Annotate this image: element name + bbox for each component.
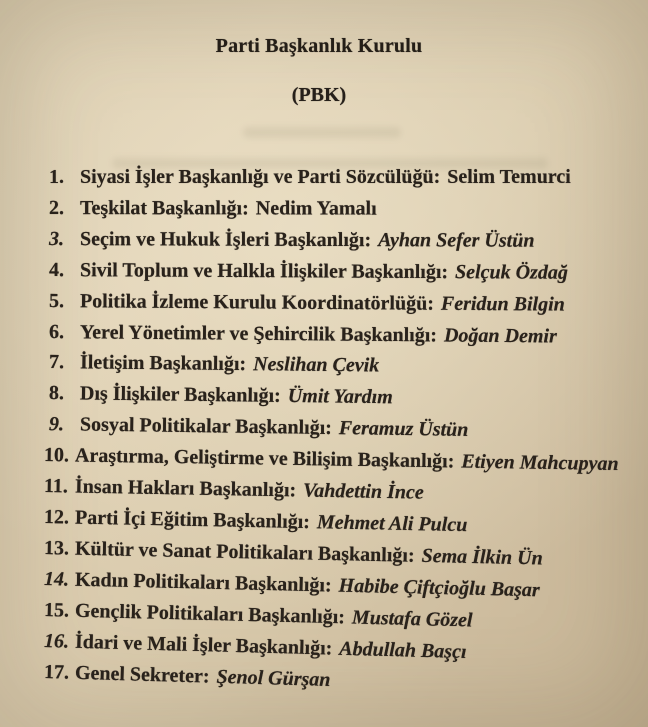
item-role: Araştırma, Geliştirme ve Bilişim Başkanlığı:	[74, 444, 455, 473]
list-item	[44, 224, 634, 257]
item-number: 15.	[43, 598, 70, 622]
item-name: Şenol Gürşan	[216, 665, 331, 691]
document-title: Parti Başkanlık Kurulu	[215, 35, 423, 57]
item-role: Gençlik Politikaları Başkanlığı:	[74, 599, 346, 629]
item-name: Selçuk Özdağ	[455, 260, 568, 284]
item-number: 10.	[43, 444, 70, 467]
item-role: Genel Sekreter:	[74, 661, 210, 688]
item-name: Doğan Demir	[443, 324, 557, 348]
item-role: Dış İlişkiler Başkanlığı:	[79, 382, 281, 408]
item-role: Kültür ve Sanat Politikaları Başkanlığı:	[74, 537, 415, 567]
item-role: Sosyal Politikalar Başkanlığı:	[79, 413, 333, 440]
item-name: Ümit Yardım	[287, 385, 393, 409]
item-number: 3.	[48, 227, 65, 250]
item-number: 9.	[48, 413, 65, 436]
item-role: İdari ve Mali İşler Başkanlığı:	[74, 630, 333, 660]
pbk-list	[43, 162, 634, 691]
item-number: 13.	[43, 536, 70, 560]
item-role: Yerel Yönetimler ve Şehircilik Başkanlığı:	[79, 320, 438, 346]
item-name: Abdullah Başçı	[339, 637, 467, 663]
item-number: 12.	[43, 505, 70, 529]
item-name: Feridun Bilgin	[440, 292, 565, 316]
item-name: Habibe Çiftçioğlu Başar	[338, 574, 540, 602]
item-name: Sema İlkin Ün	[421, 544, 543, 570]
item-role: İnsan Hakları Başkanlığı:	[74, 475, 297, 502]
item-role: Teşkilat Başkanlığı:	[79, 196, 249, 220]
item-number: 14.	[43, 567, 70, 591]
item-name: Etiyen Mahcupyan	[461, 450, 619, 476]
item-number: 16.	[43, 629, 70, 653]
item-number: 17.	[43, 660, 70, 684]
item-number: 5.	[48, 289, 65, 312]
document-subtitle: (PBK)	[291, 84, 347, 106]
item-name: Ayhan Sefer Üstün	[378, 228, 535, 252]
item-name: Nedim Yamalı	[255, 197, 377, 220]
item-name: Mustafa Gözel	[351, 606, 473, 632]
item-name: Mehmet Ali Pulcu	[316, 511, 468, 537]
item-number: 4.	[48, 258, 65, 281]
list-item	[44, 255, 634, 289]
list-item	[44, 193, 634, 225]
item-number: 8.	[48, 382, 65, 405]
item-role: Politika İzleme Kurulu Koordinatörlüğü:	[79, 289, 434, 315]
item-role: Siyasi İşler Başkanlığı ve Parti Sözcülüğü:	[80, 166, 441, 188]
list-item	[44, 286, 634, 321]
item-role: Kadın Politikaları Başkanlığı:	[74, 568, 332, 597]
item-number: 1.	[49, 166, 64, 188]
item-number: 7.	[48, 351, 65, 374]
item-name: Selim Temurci	[447, 166, 571, 188]
item-name: Neslihan Çevik	[253, 353, 380, 377]
list-item	[44, 162, 634, 193]
item-number: 6.	[48, 320, 65, 343]
item-name: Vahdettin İnce	[302, 479, 424, 504]
item-name: Feramuz Üstün	[338, 417, 469, 442]
bleed-through-smudge	[243, 127, 401, 138]
item-number: 11.	[43, 475, 69, 498]
item-role: Parti İçi Eğitim Başkanlığı:	[74, 506, 311, 534]
item-role: Sivil Toplum ve Halkla İlişkiler Başkanlığı:	[79, 258, 449, 283]
item-role: Seçim ve Hukuk İşleri Başkanlığı:	[79, 227, 372, 251]
item-number: 2.	[48, 196, 65, 219]
item-role: İletişim Başkanlığı:	[79, 351, 247, 376]
